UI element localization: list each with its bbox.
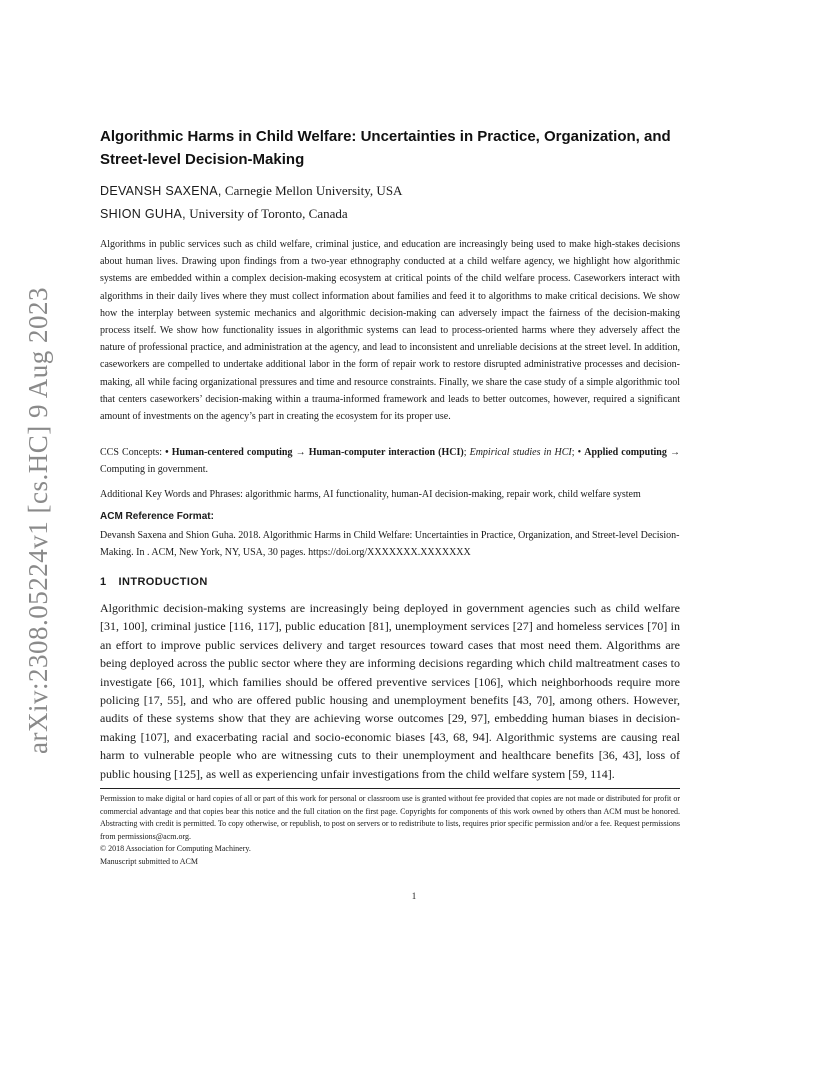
- ccs-item-applied: Applied computing: [584, 447, 667, 458]
- paper-title: Algorithmic Harms in Child Welfare: Uncertainties in Practice, Organization, and Street-level Decision-Making: [100, 128, 671, 168]
- ccs-item-government: → Computing in government.: [100, 447, 680, 475]
- intro-paragraph: Algorithmic decision-making systems are increasingly being deployed in government agencies such as child welfare [31, 100], criminal justice [116, 117], public education [81], unemployment services [27] and homeless services [70] in an effort to improve public services delivery and target resources toward cases that most need them. Algorithms are being deployed across the public sector where they are informing decisions regarding which child maltreatment cases to investigate [66, 101], which families should be offered preventive services [106], which neighborhoods require more policing [17, 55], and who are offered public housing and unemployment benefits [43, 70], among others. However, audits of these systems show that they are achieving worse outcomes [29, 97], embedding human biases in decision-making [107], and exacerbating racial and socio-economic biases [43, 68, 94]. Algorithmic systems are causing real harm to vulnerable people who are witnessing cuts to their unemployment and healthcare benefits [36, 43], loss of public housing [125], as well as experiencing unfair investigations from the child welfare system [59, 114].: [100, 601, 680, 781]
- author-affiliation: University of Toronto, Canada: [185, 206, 348, 221]
- arxiv-identifier: arXiv:2308.05224v1 [cs.HC] 9 Aug 2023: [22, 286, 53, 754]
- author-2: [100, 206, 348, 222]
- ccs-separator: ;: [463, 447, 470, 458]
- author-affiliation: Carnegie Mellon University, USA: [221, 183, 403, 198]
- keywords: Additional Key Words and Phrases: algorithmic harms, AI functionality, human-AI decision-making, repair work, child welfare system: [100, 489, 641, 500]
- manuscript-notice: Manuscript submitted to ACM: [100, 856, 198, 866]
- arxiv-stamp: [20, 285, 56, 755]
- ccs-separator: ; •: [571, 447, 585, 458]
- author-name: DEVANSH SAXENA,: [100, 184, 222, 198]
- section-heading: [100, 576, 208, 588]
- abstract: Algorithms in public services such as child welfare, criminal justice, and education are increasingly being used to make high-stakes decisions about human lives. Drawing upon findings from a two-year ethnography conducted at a child welfare agency, we highlight how algorithmic systems are embedded within a complex decision-making ecosystem at critical points of the child welfare process. Caseworkers interact with algorithms in their daily lives where they must collect information about families and feed it to algorithms to make critical decisions. We show how the interplay between systemic mechanics and algorithmic decision-making can adversely impact the fairness of the decision-making process itself. We show how functionality issues in algorithmic systems can lead to process-oriented harms where they adversely affect the nature of professional practice, and administration at the agency, and lead to inconsistent and unreliable decisions at the street level. In addition, caseworkers are compelled to undertake additional labor in the form of repair work to restore disrupted administrative processes and decision-making, all while facing organizational pressures and time and resource constraints. Finally, we share the case study of a simple algorithmic tool that centers caseworkers’ decision-making within a trauma-informed framework and leads to better outcomes, however, required a significant amount of investments on the agency’s part in creating the ecosystem for its proper use.: [100, 239, 680, 423]
- acm-reference-text: Devansh Saxena and Shion Guha. 2018. Algorithmic Harms in Child Welfare: Uncertainties in Practice, Organization, and Street-level Decision-Making. In . ACM, New York, NY, USA, 30 pages. https://doi.org/XXXXXXX.XXXXXXX: [100, 530, 680, 558]
- section-number: 1: [100, 576, 107, 588]
- copyright-notice: © 2018 Association for Computing Machinery.: [100, 844, 251, 853]
- page-number: 1: [411, 891, 417, 901]
- ccs-item-empirical: Empirical studies in HCI: [469, 447, 572, 458]
- permission-notice: Permission to make digital or hard copies of all or part of this work for personal or classroom use is granted without fee provided that copies are not made or distributed for profit or commercial advantage and that copies bear this notice and the full citation on the first page. Copyrights for components of this work owned by others than ACM must be honored. Abstracting with credit is permitted. To copy otherwise, or republish, to post on servers or to redistribute to lists, requires prior specific permission and/or a fee. Request permissions from permissions@acm.org.: [100, 794, 680, 841]
- acm-reference-heading: ACM Reference Format:: [100, 511, 214, 522]
- ccs-bullet: •: [165, 447, 172, 458]
- footer-notice: [100, 793, 680, 868]
- author-1: [100, 183, 402, 199]
- author-name: SHION GUHA,: [100, 207, 186, 221]
- ccs-concepts: [100, 444, 680, 478]
- ccs-item-hci: Human-centered computing → Human-computer interaction (HCI): [171, 447, 464, 458]
- footnote-rule: [100, 788, 680, 789]
- section-title: INTRODUCTION: [118, 576, 208, 588]
- ccs-label: CCS Concepts:: [100, 447, 166, 458]
